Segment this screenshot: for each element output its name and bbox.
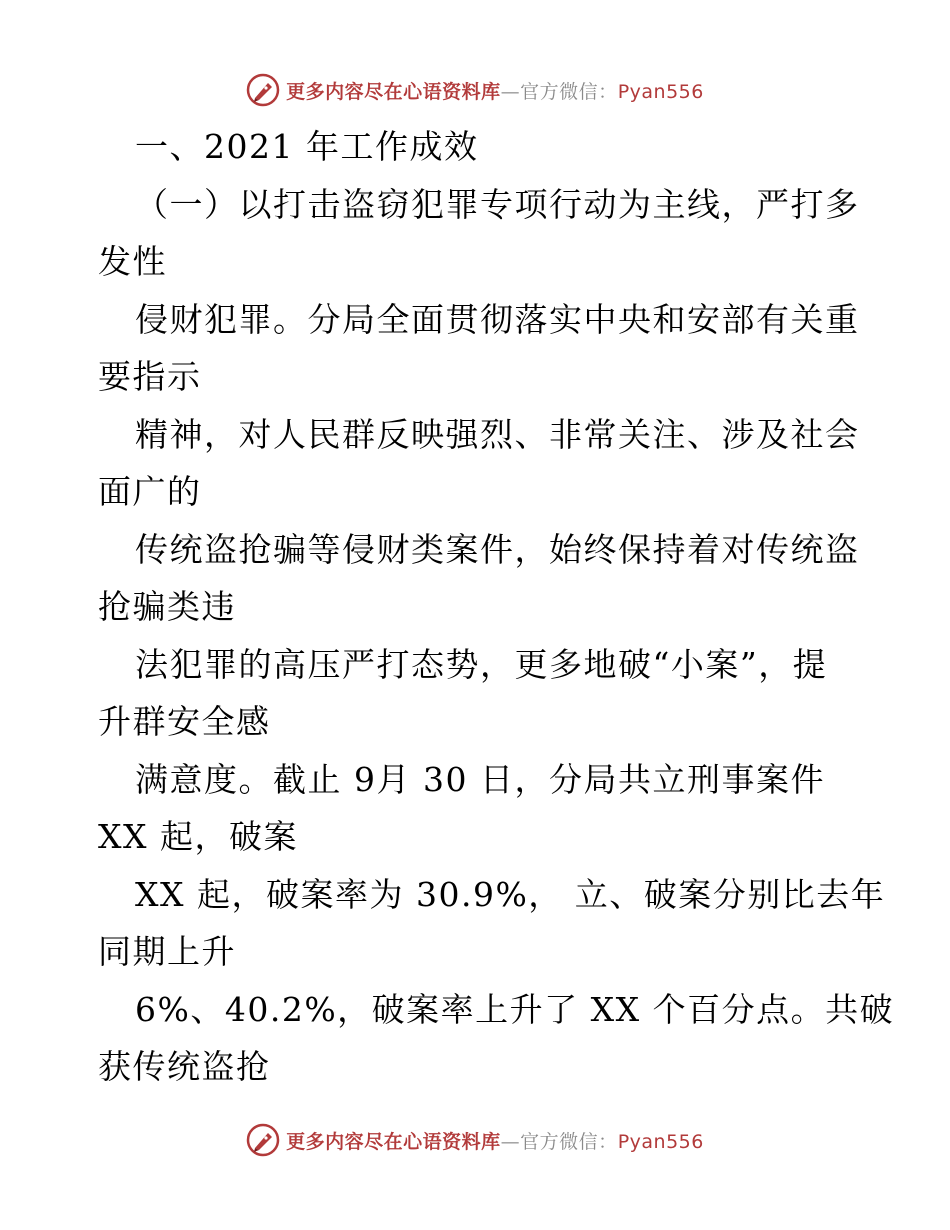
pen-nib-logo-icon <box>246 73 280 107</box>
paragraph-line: 抢骗类违 <box>98 587 236 626</box>
footer-banner <box>0 1120 950 1160</box>
banner-wechat-label: 官方微信： <box>520 80 618 103</box>
banner-wechat-label: 官方微信： <box>520 1130 618 1153</box>
banner-wechat-id: Pyan556 <box>617 80 704 103</box>
paragraph-line: 获传统盗抢 <box>98 1047 271 1086</box>
banner-text <box>286 1127 704 1154</box>
paragraph-line: XX 起，破案 <box>98 817 298 856</box>
banner-separator: — <box>500 1130 521 1153</box>
paragraph-line: 发性 <box>98 242 167 281</box>
paragraph-line: 同期上升 <box>98 932 236 971</box>
banner-site-name: 更多内容尽在心语资料库 <box>286 80 501 103</box>
paragraph-line: 面广的 <box>98 472 202 511</box>
banner-separator: — <box>500 80 521 103</box>
banner-text <box>286 77 704 104</box>
header-banner <box>0 70 950 110</box>
paragraph-line: 升群安全感 <box>98 702 271 741</box>
paragraph-line: 传统盗抢骗等侵财类案件，始终保持着对传统盗 <box>135 529 860 569</box>
paragraph-line: （一）以打击盗窃犯罪专项行动为主线，严打多 <box>135 184 860 224</box>
paragraph-line: 精神，对人民群反映强烈、非常关注、涉及社会 <box>135 414 860 454</box>
banner-site-name: 更多内容尽在心语资料库 <box>286 1130 501 1153</box>
document-body <box>98 118 895 1096</box>
section-heading: 一、2021 年工作成效 <box>135 127 479 166</box>
paragraph-line: 6%、40.2%，破案率上升了 XX 个百分点。共破 <box>135 989 895 1029</box>
paragraph-line: 侵财犯罪。分局全面贯彻落实中央和安部有关重 <box>135 299 860 339</box>
banner-wechat-id: Pyan556 <box>617 1130 704 1153</box>
paragraph-line: 法犯罪的高压严打态势，更多地破“小案”，提 <box>135 644 828 684</box>
paragraph-line: 满意度。截止 9月 30 日，分局共立刑事案件 <box>135 759 825 799</box>
paragraph-line: 要指示 <box>98 357 202 396</box>
pen-nib-logo-icon <box>246 1123 280 1157</box>
paragraph-line: XX 起，破案率为 30.9%， 立、破案分别比去年 <box>135 874 886 914</box>
